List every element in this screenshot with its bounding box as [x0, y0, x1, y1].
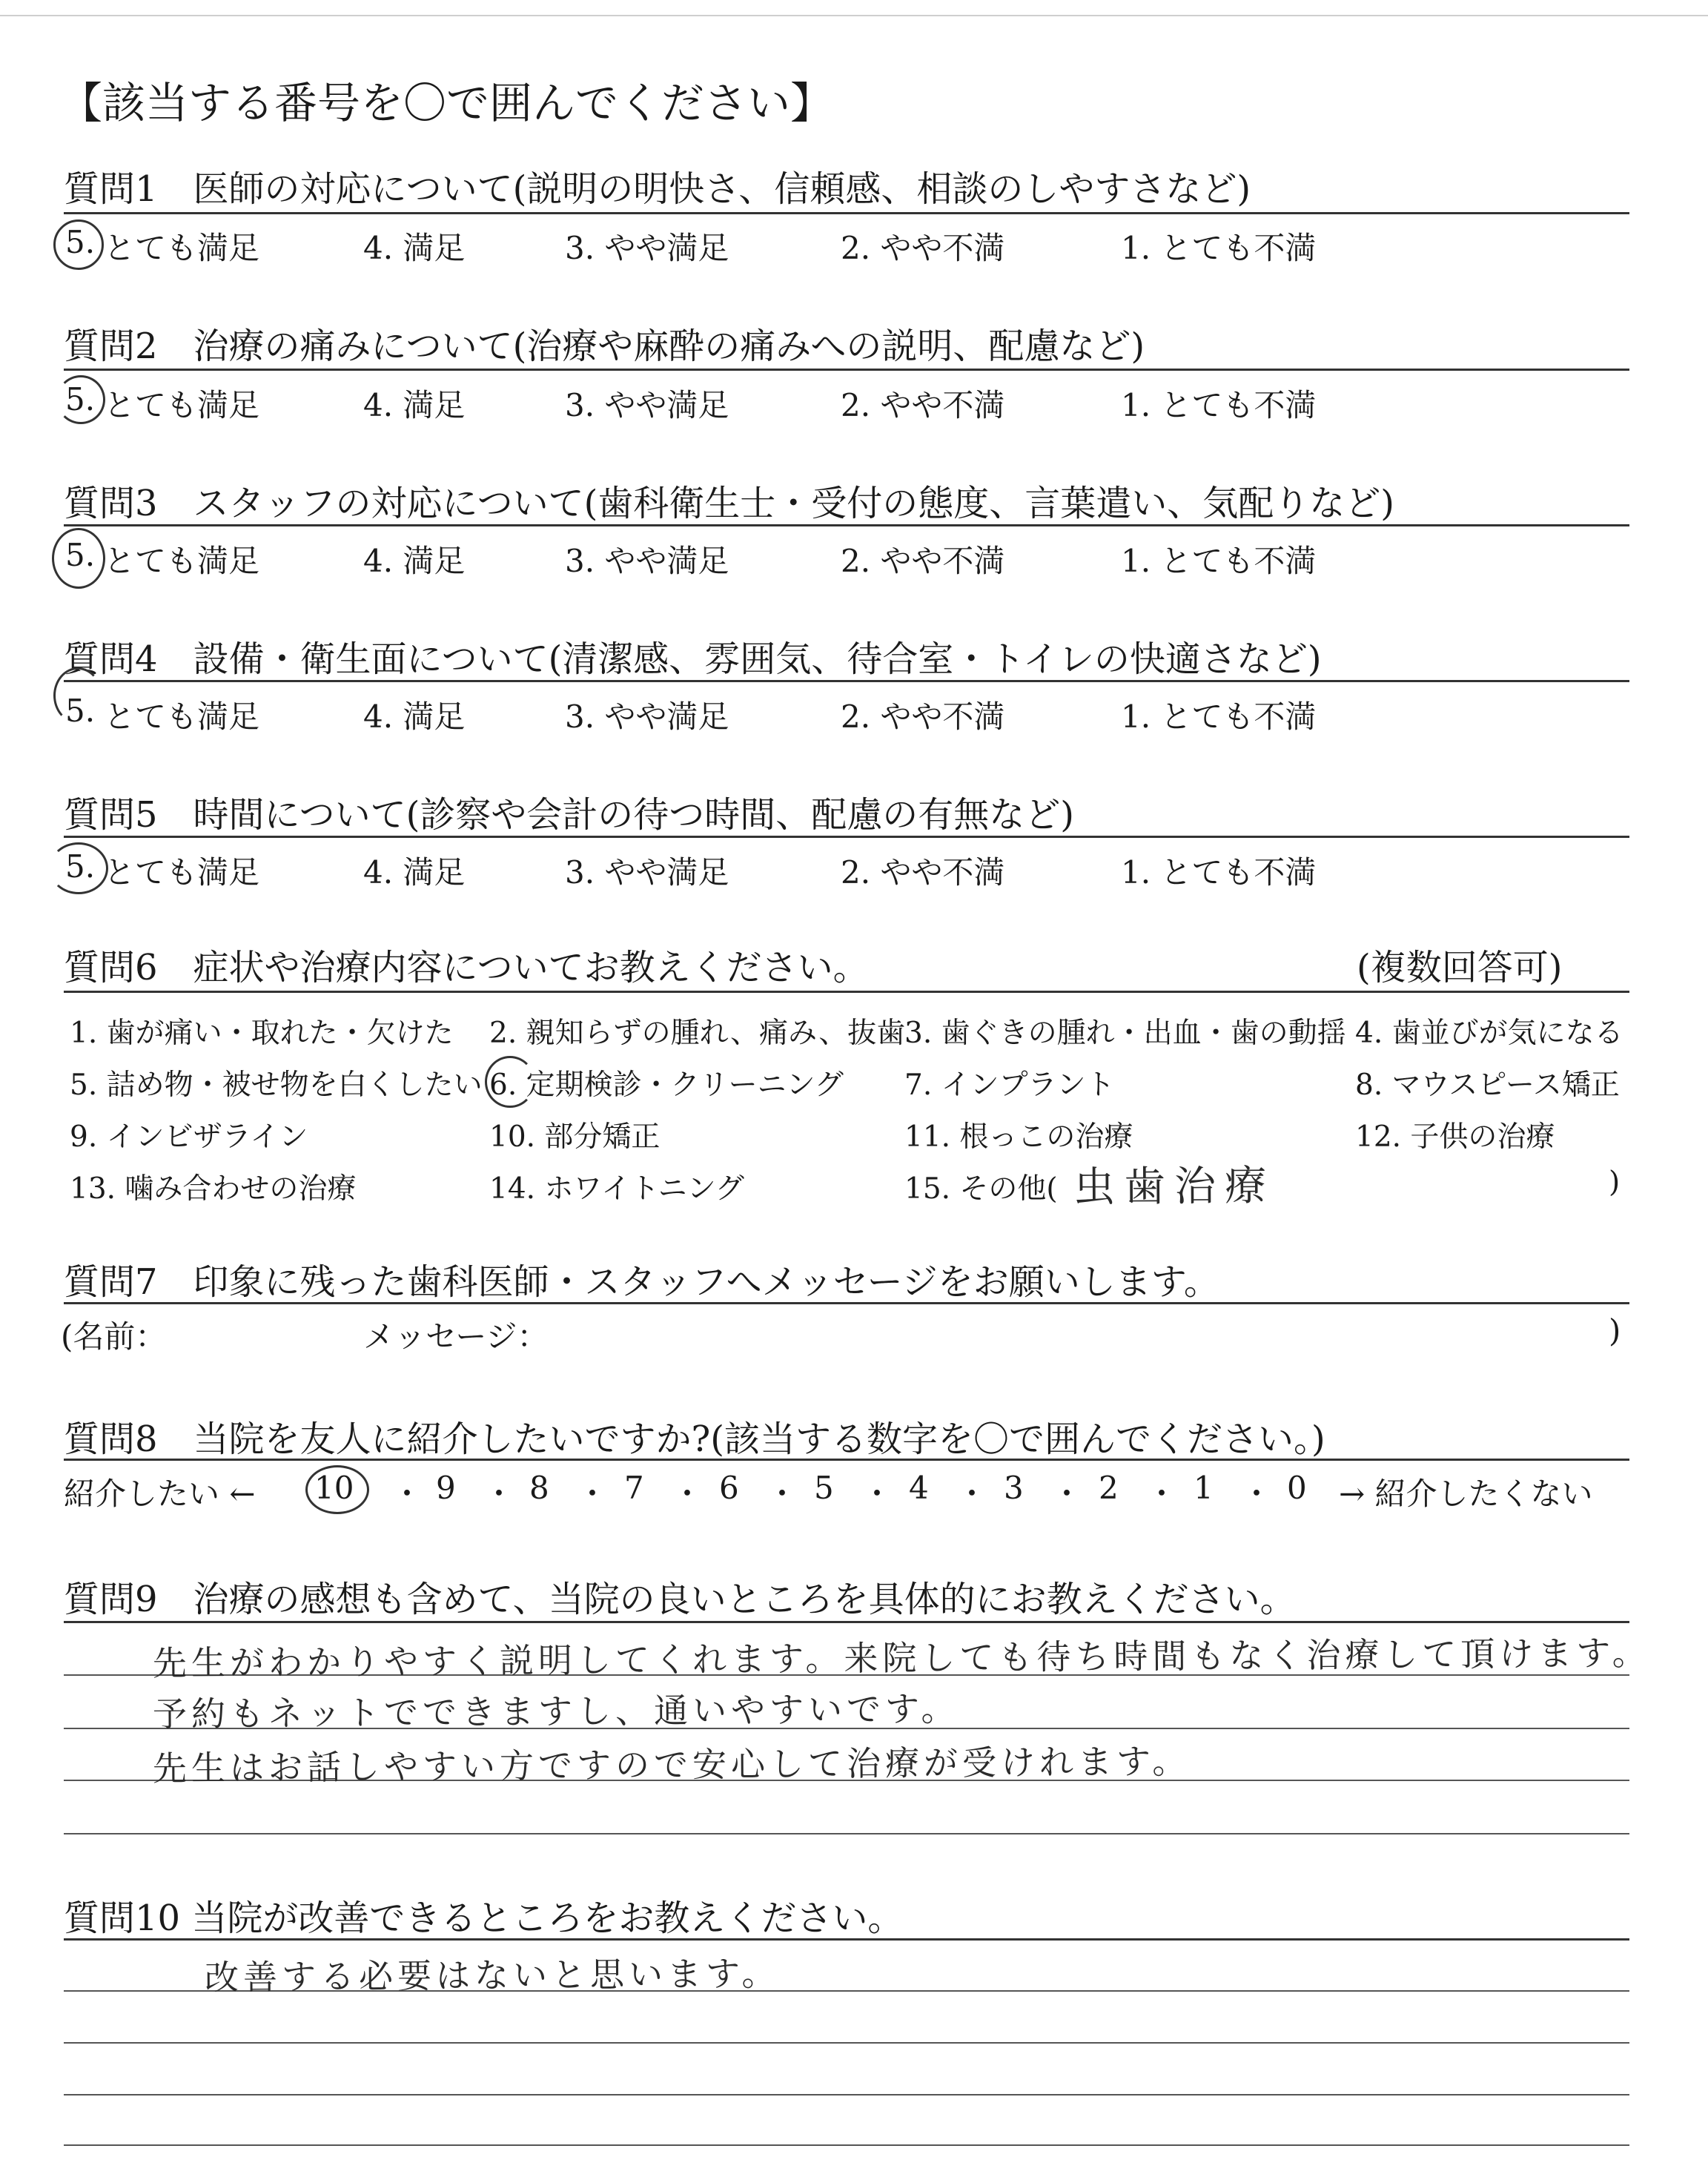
treatment-option[interactable]: 6. 定期検診・クリーニング	[489, 1069, 844, 1102]
scale-dot: ・	[1146, 1476, 1178, 1512]
question-2-rule	[64, 369, 1629, 371]
option-5-label[interactable]: とても満足	[104, 854, 260, 891]
treatment-option[interactable]: 9. インビザライン	[70, 1120, 308, 1154]
message-label: メッセージ：	[363, 1318, 549, 1355]
option-5-label[interactable]: とても満足	[104, 698, 260, 735]
question-8-title: 質問8 当院を友人に紹介したいですか?(該当する数字を〇で囲んでください。)	[64, 1418, 1325, 1460]
question-6-title: 質問6 症状や治療内容についてお教えください。	[64, 947, 869, 988]
name-label: (名前：	[61, 1318, 167, 1355]
selected-circle-mark	[485, 1056, 535, 1108]
selected-circle-mark	[305, 1465, 369, 1514]
treatment-option[interactable]: 7. インプラント	[904, 1069, 1115, 1102]
option-2[interactable]: 2. やや不満	[841, 543, 1005, 579]
scale-dot: ・	[672, 1476, 704, 1512]
question-7-title: 質問7 印象に残った歯科医師・スタッフへメッセージをお願いします。	[64, 1261, 1219, 1303]
answer-line	[64, 2094, 1629, 2095]
scale-value[interactable]: 1	[1194, 1470, 1214, 1506]
treatment-option[interactable]: 10. 部分矯正	[489, 1120, 661, 1154]
selected-circle-mark	[49, 842, 108, 894]
option-4[interactable]: 4. 満足	[363, 698, 466, 735]
question-4-title: 質問4 設備・衛生面について(清潔感、雰囲気、待合室・トイレの快適さなど)	[64, 638, 1322, 680]
scale-dot: ・	[391, 1476, 423, 1512]
scale-dot: ・	[1051, 1476, 1083, 1512]
option-3[interactable]: 3. やや満足	[565, 230, 729, 266]
selected-circle-mark	[53, 219, 104, 270]
option-4[interactable]: 4. 満足	[363, 543, 466, 579]
scale-dot: ・	[861, 1476, 893, 1512]
scale-value[interactable]: 7	[624, 1470, 644, 1506]
scale-dot: ・	[577, 1476, 609, 1512]
treatment-option[interactable]: 14. ホワイトニング	[489, 1172, 744, 1206]
question-6-note: (複数回答可)	[1357, 947, 1563, 988]
option-1[interactable]: 1. とても不満	[1121, 698, 1317, 735]
question-9-rule	[64, 1621, 1629, 1623]
scale-left-label: 紹介したい ←	[64, 1476, 256, 1512]
question-10-rule	[64, 1938, 1629, 1941]
treatment-option[interactable]: 1. 歯が痛い・取れた・欠けた	[70, 1017, 454, 1050]
option-5-number[interactable]: 5.	[65, 537, 96, 573]
option-3[interactable]: 3. やや満足	[565, 854, 729, 891]
option-5-label[interactable]: とても満足	[104, 387, 260, 423]
option-2[interactable]: 2. やや不満	[841, 698, 1005, 735]
question-3-title: 質問3 スタッフの対応について(歯科衛生士・受付の態度、言葉遣い、気配りなど)	[64, 483, 1395, 524]
question-5-title: 質問5 時間について(診察や会計の待つ時間、配慮の有無など)	[64, 794, 1075, 836]
answer-line	[64, 1833, 1629, 1834]
option-2[interactable]: 2. やや不満	[841, 387, 1005, 423]
option-3[interactable]: 3. やや満足	[565, 698, 729, 735]
question-3-rule	[64, 524, 1629, 526]
option-5-label[interactable]: とても満足	[104, 543, 260, 579]
option-1[interactable]: 1. とても不満	[1121, 387, 1317, 423]
handwritten-answer-line[interactable]: 先生はお話しやすい方ですので安心して治療が受けれます。	[152, 1741, 1191, 1789]
option-5-number[interactable]: 5.	[65, 848, 96, 885]
option-4[interactable]: 4. 満足	[363, 854, 466, 891]
option-5-number[interactable]: 5.	[65, 381, 96, 417]
scale-value[interactable]: 2	[1099, 1470, 1119, 1506]
scale-value[interactable]: 9	[436, 1470, 456, 1506]
treatment-option[interactable]: 8. マウスピース矯正	[1355, 1069, 1620, 1102]
selected-circle-mark	[53, 667, 102, 724]
treatment-option[interactable]: 3. 歯ぐきの腫れ・出血・歯の動揺	[904, 1017, 1346, 1050]
treatment-option[interactable]: 2. 親知らずの腫れ、痛み、抜歯	[489, 1017, 906, 1050]
scale-dot: ・	[956, 1476, 988, 1512]
question-10-title: 質問10 当院が改善できるところをお教えください。	[64, 1898, 904, 1939]
option-4[interactable]: 4. 満足	[363, 387, 466, 423]
selected-circle-mark	[56, 375, 105, 424]
scale-value[interactable]: 4	[909, 1470, 929, 1506]
scale-dot: ・	[767, 1476, 798, 1512]
question-4-rule	[64, 680, 1629, 682]
scale-value[interactable]: 8	[529, 1470, 549, 1506]
other-close-paren: )	[1609, 1166, 1621, 1199]
option-4[interactable]: 4. 満足	[363, 230, 466, 266]
option-3[interactable]: 3. やや満足	[565, 387, 729, 423]
option-5-label[interactable]: とても満足	[104, 230, 260, 266]
handwritten-answer-line[interactable]: 先生がわかりやすく説明してくれます。来院しても待ち時間もなく治療して頂けます。	[152, 1632, 1651, 1684]
scale-right-label: → 紹介したくない	[1339, 1476, 1593, 1512]
question-8-rule	[64, 1459, 1629, 1461]
selected-circle-mark	[52, 528, 105, 589]
page-title: 【該当する番号を〇で囲んでください】	[59, 78, 834, 128]
question-1-rule	[64, 212, 1629, 214]
scale-value[interactable]: 3	[1004, 1470, 1024, 1506]
scale-value[interactable]: 0	[1287, 1470, 1307, 1506]
treatment-option[interactable]: 5. 詰め物・被せ物を白くしたい	[70, 1069, 483, 1102]
answer-line	[64, 2144, 1629, 2146]
handwritten-answer-line[interactable]: 予約もネットでできますし、通いやすいです。	[152, 1688, 960, 1734]
other-handwritten-answer[interactable]: 虫歯治療	[1073, 1162, 1276, 1212]
treatment-option[interactable]: 11. 根っこの治療	[904, 1120, 1133, 1154]
option-2[interactable]: 2. やや不満	[841, 854, 1005, 891]
scale-dot: ・	[483, 1476, 515, 1512]
treatment-option[interactable]: 4. 歯並びが気になる	[1355, 1017, 1623, 1050]
page-top-edge	[0, 15, 1708, 16]
option-5-number[interactable]: 5.	[65, 693, 96, 729]
treatment-option[interactable]: 12. 子供の治療	[1355, 1120, 1555, 1154]
scale-value[interactable]: 5	[814, 1470, 834, 1506]
scale-dot: ・	[1241, 1476, 1273, 1512]
treatment-option[interactable]: 13. 噛み合わせの治療	[70, 1172, 357, 1206]
treatment-option[interactable]: 15. その他(	[904, 1172, 1058, 1206]
question-1-title: 質問1 医師の対応について(説明の明快さ、信頼感、相談のしやすさなど)	[64, 168, 1251, 210]
message-close-paren: )	[1609, 1312, 1621, 1349]
handwritten-answer-line[interactable]: 改善する必要はないと思います。	[204, 1953, 781, 1998]
option-3[interactable]: 3. やや満足	[565, 543, 729, 579]
answer-line	[64, 2042, 1629, 2044]
scale-value[interactable]: 10	[314, 1470, 354, 1506]
scale-value[interactable]: 6	[719, 1470, 739, 1506]
question-5-rule	[64, 836, 1629, 838]
question-9-title: 質問9 治療の感想も含めて、当院の良いところを具体的にお教えください。	[64, 1579, 1296, 1620]
question-6-rule	[64, 991, 1629, 993]
option-1[interactable]: 1. とても不満	[1121, 230, 1317, 266]
option-1[interactable]: 1. とても不満	[1121, 543, 1317, 579]
option-5-number[interactable]: 5.	[65, 224, 96, 260]
question-2-title: 質問2 治療の痛みについて(治療や麻酔の痛みへの説明、配慮など)	[64, 326, 1145, 367]
question-7-rule	[64, 1302, 1629, 1304]
option-1[interactable]: 1. とても不満	[1121, 854, 1317, 891]
option-2[interactable]: 2. やや不満	[841, 230, 1005, 266]
